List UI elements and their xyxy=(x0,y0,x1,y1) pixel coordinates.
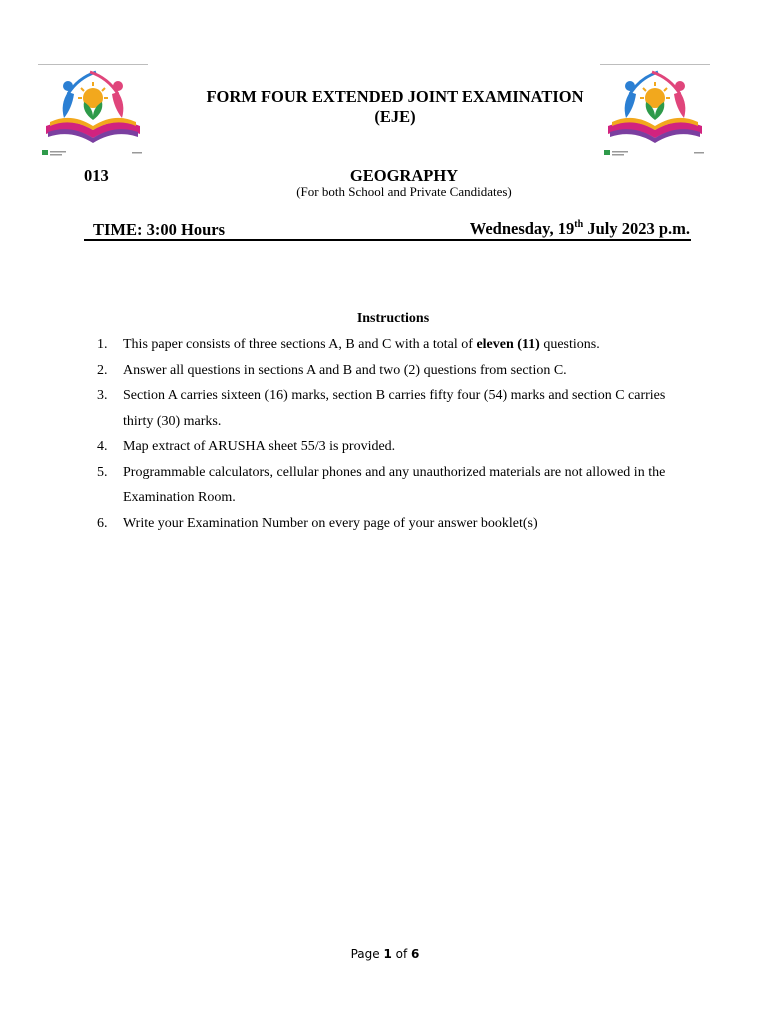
item-text: This paper consists of three sections A, B and C with a total of xyxy=(123,337,477,352)
date-superscript: th xyxy=(574,218,584,230)
item-number: 1. xyxy=(97,337,108,352)
instructions-heading: Instructions xyxy=(356,311,430,326)
list-item xyxy=(97,383,697,434)
header-rule xyxy=(84,239,691,241)
page-current: 1 xyxy=(383,947,392,961)
exam-time: TIME: 3:00 Hours xyxy=(93,220,225,239)
item-text: Programmable calculators, cellular phones and any unauthorized materials are not allowed in the Examination Room. xyxy=(123,464,666,505)
candidates-note: (For both School and Private Candidates) xyxy=(296,184,512,199)
list-item xyxy=(97,511,697,537)
instructions-list xyxy=(97,332,697,536)
item-number: 2. xyxy=(97,362,108,378)
item-number: 3. xyxy=(97,388,108,403)
exam-title: FORM FOUR EXTENDED JOINT EXAMINATION xyxy=(206,87,584,106)
item-bold-text: eleven (11) xyxy=(476,337,540,352)
item-number: 6. xyxy=(97,515,108,531)
list-item xyxy=(97,332,697,358)
item-text: Answer all questions in sections A and B and two (2) questions from section C. xyxy=(123,362,567,378)
date-prefix: Wednesday, 19 xyxy=(469,219,575,238)
list-item xyxy=(97,434,697,460)
list-item xyxy=(97,460,697,511)
page-total: 6 xyxy=(411,947,420,961)
page-of: of xyxy=(391,947,412,961)
item-text: Section A carries sixteen (16) marks, section B carries fifty four (54) marks and section C carries thirty (30) marks. xyxy=(123,388,666,429)
list-item xyxy=(97,358,697,384)
item-text: Map extract of ARUSHA sheet 55/3 is provided. xyxy=(123,439,396,454)
page-label: Page xyxy=(350,947,384,961)
item-text-end: questions. xyxy=(539,337,600,352)
exam-date xyxy=(470,219,690,239)
item-number: 4. xyxy=(97,439,108,454)
item-text: Write your Examination Number on every page of your answer booklet(s) xyxy=(123,515,538,531)
date-suffix: July 2023 p.m. xyxy=(583,219,690,238)
exam-abbreviation: (EJE) xyxy=(374,107,416,126)
item-number: 5. xyxy=(97,464,108,480)
subject-title: GEOGRAPHY xyxy=(349,166,459,185)
paper-code: 013 xyxy=(84,166,109,185)
page-footer xyxy=(0,947,770,961)
